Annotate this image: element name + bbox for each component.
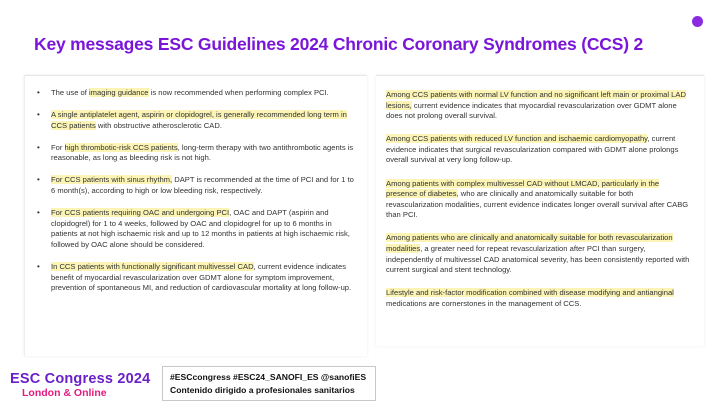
bullet-item: • For CCS patients with sinus rhythm, DAPT is recommended at the time of PCI and for 1 to 6 month(s), according to high or low bleeding risk, respectively. xyxy=(35,175,359,196)
bullet-item: • A single antiplatelet agent, aspirin or clopidogrel, is generally recommended long term in CCS patients with obstructive atherosclerotic CAD. xyxy=(35,110,359,131)
paragraph: Among patients with complex multivessel CAD without LMCAD, particularly in the presence of diabetes, who are clinically and anatomically suitable for both revascularization modalities, current evidence indicates longer overall survival after CABG than PCI. xyxy=(386,178,689,220)
right-paragraph-list xyxy=(376,76,704,310)
highlighted-text: Among CCS patients with reduced LV function and ischaemic cardiomyopathy xyxy=(386,134,648,144)
right-text-panel xyxy=(376,75,704,346)
slide-title: Key messages ESC Guidelines 2024 Chronic Coronary Syndromes (CCS) 2 xyxy=(34,34,644,54)
highlighted-text: Among CCS patients with normal LV function and no significant left main or proximal LAD lesions, xyxy=(386,90,686,110)
congress-location: London & Online xyxy=(22,387,107,399)
highlighted-text: A single antiplatelet agent, aspirin or clopidogrel, is generally recommended long term in CCS patients xyxy=(51,110,347,130)
esc-congress-logo: ESC Congress 2024 xyxy=(10,371,151,387)
highlighted-text: imaging guidance xyxy=(89,88,149,97)
paragraph: Among CCS patients with normal LV function and no significant left main or proximal LAD lesions, current evidence indicates that myocardial revascularization over GDMT alone does not prolong overall survival. xyxy=(386,90,686,121)
decorative-dot xyxy=(692,16,703,27)
hashtags: #ESCcongress #ESC24_SANOFI_ES @sanofiES xyxy=(170,372,367,382)
bullet-item: • For high thrombotic-risk CCS patients, long-term therapy with two antithrombotic agents is reasonable, as long as bleeding risk is not high. xyxy=(35,143,359,164)
highlighted-text: For CCS patients requiring OAC and undergoing PCI xyxy=(51,208,230,218)
paragraph: Among patients who are clinically and anatomically suitable for both revascularization modalities, a greater need for repeat revascularization after PCI than surgery, independently of multivessel CAD anatomical severity, has been consistently reported with current surgical and stent technology. xyxy=(386,233,690,275)
bullet-item: • The use of imaging guidance is now recommended when performing complex PCI. xyxy=(35,88,359,99)
highlighted-text: high thrombotic-risk CCS patients xyxy=(64,142,178,152)
footer-hashtag-box xyxy=(162,366,376,401)
highlighted-text: Lifestyle and risk-factor modification combined with disease modifying and antianginal xyxy=(386,288,674,298)
bullet-item: • For CCS patients requiring OAC and undergoing PCI, OAC and DAPT (aspirin and clopidogrel) for 1 to 4 weeks, followed by OAC and clopidogrel for up to 6 months in patients at not high ischaemic risk and up to 12 months in patients at high ischaemic risk, followed by OAC alone should be considered. xyxy=(35,208,359,250)
highlighted-text: Among patients with complex multivessel CAD without LMCAD, particularly in the presence of diabetes xyxy=(386,178,660,199)
paragraph: Lifestyle and risk-factor modification combined with disease modifying and antianginal medications are cornerstones in the management of CCS. xyxy=(386,288,674,308)
left-text-panel xyxy=(24,75,367,356)
highlighted-text: For CCS patients with sinus rhythm, xyxy=(51,175,173,185)
highlighted-text: In CCS patients with functionally significant multivessel CAD xyxy=(51,262,254,272)
bullet-item: • In CCS patients with functionally significant multivessel CAD, current evidence indicates benefit of myocardial revascularization over GDMT alone for symptom improvement, prevention of spontaneous MI, and reduction of cardiovascular mortality at long follow-up. xyxy=(35,262,359,294)
highlighted-text: Among patients who are clinically and anatomically suitable for both revascularization modalities xyxy=(386,233,673,254)
paragraph: Among CCS patients with reduced LV function and ischaemic cardiomyopathy, current evidence indicates that surgical revascularization compared with GDMT alone prolongs overall survival at very long follow-up. xyxy=(386,134,679,165)
left-bullet-list xyxy=(25,76,367,294)
audience-disclaimer: Contenido dirigido a profesionales sanitarios xyxy=(170,385,355,395)
